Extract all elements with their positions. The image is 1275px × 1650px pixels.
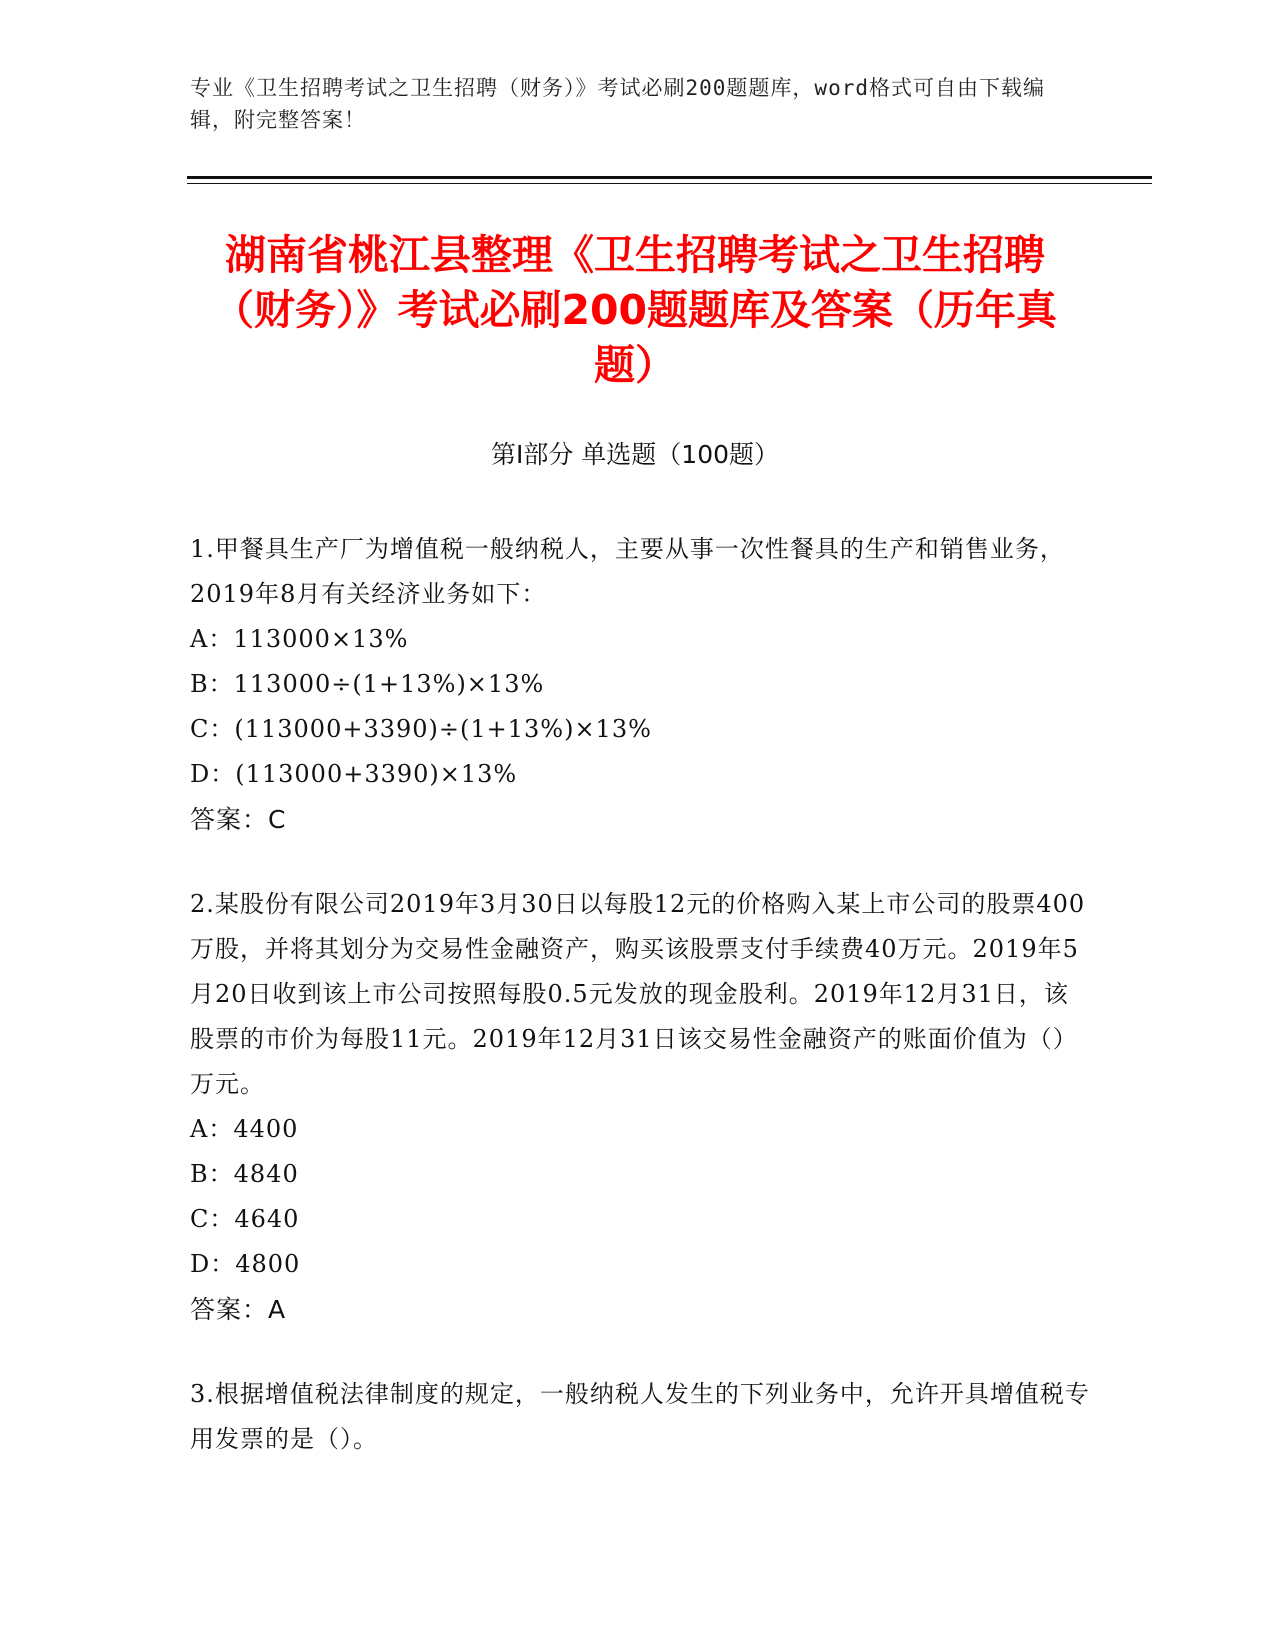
option-c: C：4640 xyxy=(190,1205,300,1233)
option-c: C：(113000+3390)÷(1+13%)×13% xyxy=(190,715,652,743)
option-a: A：4400 xyxy=(190,1115,299,1143)
question-text: 2.某股份有限公司2019年3月30日以每股12元的价格购入某上市公司的股票400万股，并将其划分为交易性金融资产，购买该股票支付手续费40万元。2019年5月20日收到该上市公司按照每股0.5元发放的现金股利。2019年12月31日，该股票的市价为每股11元。2019年12月31日该交易性金融资产的账面价值为（）万元。 xyxy=(190,890,1086,1098)
option-d: D：4800 xyxy=(190,1250,301,1278)
answer-line: 答案：A xyxy=(190,1295,287,1324)
option-b: B：113000÷(1+13%)×13% xyxy=(190,670,545,698)
question-text: 1.甲餐具生产厂为增值税一般纳税人，主要从事一次性餐具的生产和销售业务，2019年8月有关经济业务如下： xyxy=(190,535,1065,608)
question-text: 3.根据增值税法律制度的规定，一般纳税人发生的下列业务中，允许开具增值税专用发票的是（）。 xyxy=(190,1380,1090,1453)
option-b: B：4840 xyxy=(190,1160,299,1188)
header-divider-thin xyxy=(187,183,1152,184)
answer-line: 答案：C xyxy=(190,805,287,834)
header-note: 专业《卫生招聘考试之卫生招聘（财务）》考试必刷200题题库，word格式可自由下载编辑，附完整答案！ xyxy=(190,76,1045,132)
option-a: A：113000×13% xyxy=(190,625,409,653)
section-heading: 第Ⅰ部分 单选题（100题） xyxy=(490,440,780,469)
option-d: D：(113000+3390)×13% xyxy=(190,760,518,788)
question-1 xyxy=(190,527,1090,842)
question-3 xyxy=(190,1372,1090,1462)
header-divider-thick xyxy=(187,176,1152,179)
question-2 xyxy=(190,882,1090,1332)
question-list xyxy=(190,527,1090,1502)
document-title: 湖南省桃江县整理《卫生招聘考试之卫生招聘（财务）》考试必刷200题题库及答案（历年真题） xyxy=(212,231,1058,389)
